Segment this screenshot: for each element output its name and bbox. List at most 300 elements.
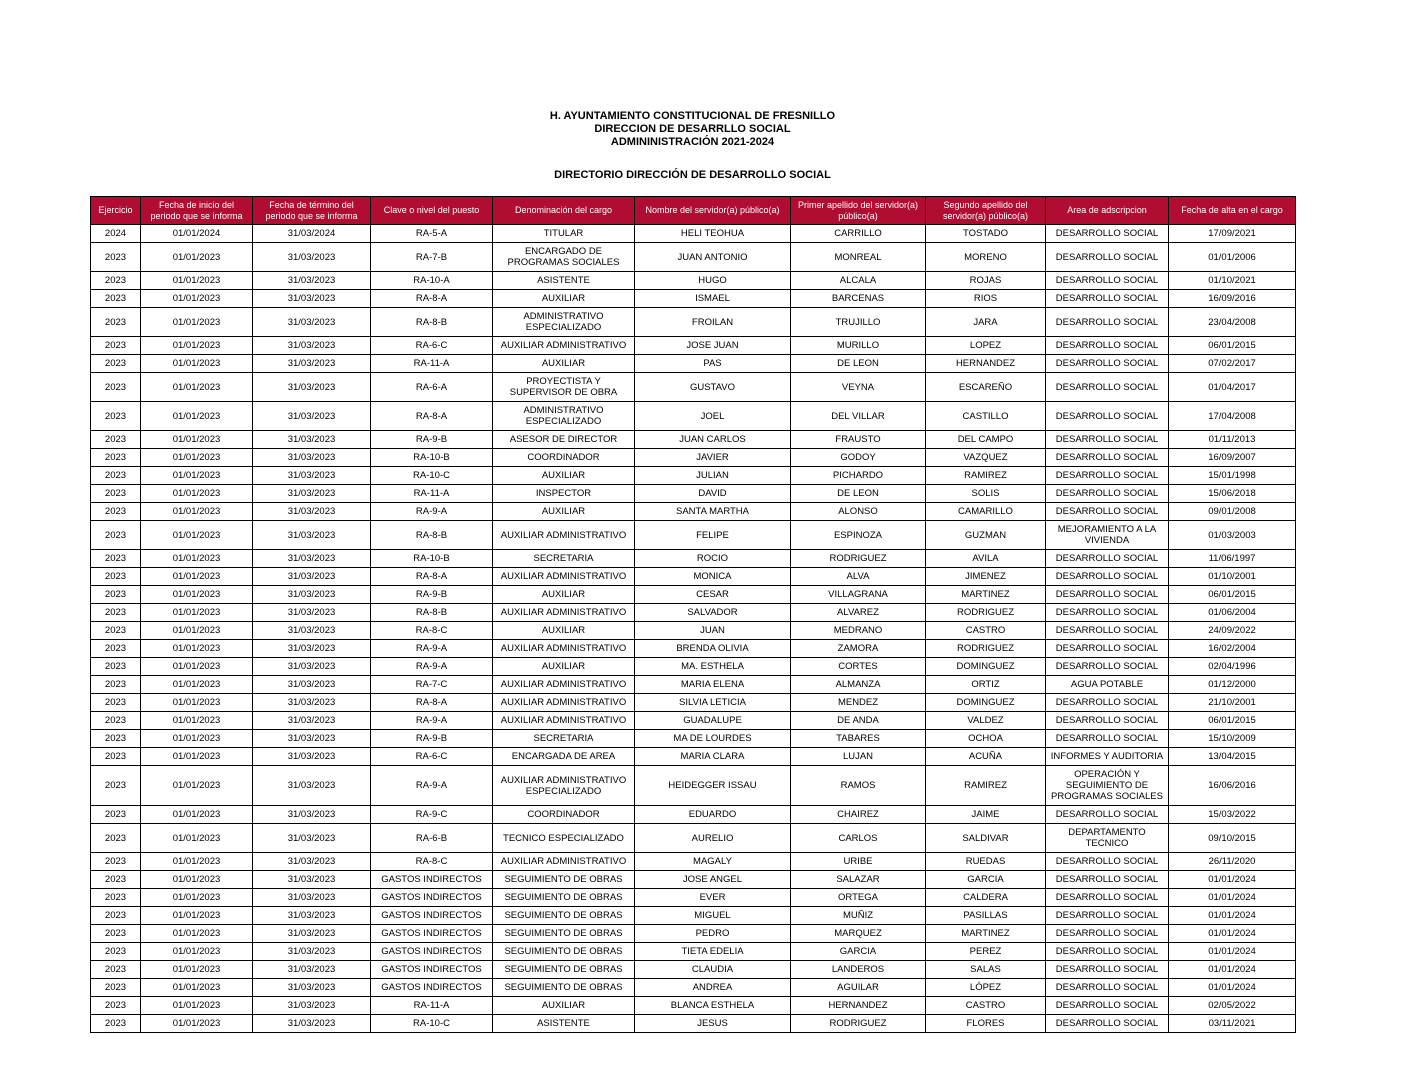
table-cell: SEGUIMIENTO DE OBRAS — [493, 943, 635, 961]
table-cell: 01/06/2004 — [1169, 604, 1296, 622]
table-cell: 2023 — [91, 943, 141, 961]
table-cell: ROCIO — [635, 550, 791, 568]
table-cell: AGUILAR — [791, 979, 926, 997]
table-cell: AUXILIAR — [493, 503, 635, 521]
table-cell: DESARROLLO SOCIAL — [1046, 225, 1169, 243]
table-row — [91, 290, 1296, 308]
table-cell: AUXILIAR — [493, 658, 635, 676]
table-cell: 31/03/2023 — [253, 485, 371, 503]
table-cell: 31/03/2023 — [253, 853, 371, 871]
table-cell: 01/01/2023 — [141, 730, 253, 748]
table-cell: ROJAS — [926, 272, 1046, 290]
table-cell: 01/01/2023 — [141, 943, 253, 961]
table-cell: 01/01/2023 — [141, 290, 253, 308]
table-cell: 31/03/2023 — [253, 806, 371, 824]
table-row — [91, 979, 1296, 997]
table-cell: PICHARDO — [791, 467, 926, 485]
table-cell: ASISTENTE — [493, 272, 635, 290]
table-cell: TOSTADO — [926, 225, 1046, 243]
table-cell: RA-9-B — [371, 586, 493, 604]
table-cell: 01/01/2023 — [141, 997, 253, 1015]
table-cell: ESPINOZA — [791, 521, 926, 550]
table-cell: 31/03/2023 — [253, 521, 371, 550]
table-cell: JIMENEZ — [926, 568, 1046, 586]
table-cell: 31/03/2023 — [253, 467, 371, 485]
table-cell: CASTRO — [926, 997, 1046, 1015]
table-cell: SALAZAR — [791, 871, 926, 889]
table-cell: SANTA MARTHA — [635, 503, 791, 521]
table-cell: DEL VILLAR — [791, 402, 926, 431]
table-cell: ALVAREZ — [791, 604, 926, 622]
table-cell: 06/01/2015 — [1169, 337, 1296, 355]
table-cell: DESARROLLO SOCIAL — [1046, 373, 1169, 402]
table-cell: 31/03/2023 — [253, 943, 371, 961]
table-cell: 01/01/2024 — [1169, 871, 1296, 889]
table-cell: DESARROLLO SOCIAL — [1046, 730, 1169, 748]
table-cell: SEGUIMIENTO DE OBRAS — [493, 907, 635, 925]
table-cell: 01/04/2017 — [1169, 373, 1296, 402]
table-cell: JAVIER — [635, 449, 791, 467]
table-cell: ORTEGA — [791, 889, 926, 907]
table-cell: FROILAN — [635, 308, 791, 337]
table-cell: 13/04/2015 — [1169, 748, 1296, 766]
table-row — [91, 431, 1296, 449]
table-cell: DESARROLLO SOCIAL — [1046, 658, 1169, 676]
table-cell: 31/03/2023 — [253, 449, 371, 467]
table-row — [91, 997, 1296, 1015]
table-cell: RA-9-A — [371, 640, 493, 658]
table-cell: 01/01/2023 — [141, 1015, 253, 1033]
table-cell: RA-9-B — [371, 730, 493, 748]
table-cell: 2023 — [91, 402, 141, 431]
table-cell: 31/03/2023 — [253, 694, 371, 712]
table-cell: DE LEON — [791, 485, 926, 503]
table-cell: HERNANDEZ — [791, 997, 926, 1015]
table-cell: CASTILLO — [926, 402, 1046, 431]
table-cell: 2023 — [91, 925, 141, 943]
table-cell: RA-10-C — [371, 1015, 493, 1033]
table-cell: RODRIGUEZ — [926, 640, 1046, 658]
table-cell: MURILLO — [791, 337, 926, 355]
table-cell: 01/01/2023 — [141, 766, 253, 806]
table-cell: 2023 — [91, 272, 141, 290]
table-cell: 31/03/2023 — [253, 997, 371, 1015]
table-cell: DESARROLLO SOCIAL — [1046, 290, 1169, 308]
table-cell: 01/01/2023 — [141, 622, 253, 640]
table-cell: GASTOS INDIRECTOS — [371, 889, 493, 907]
table-cell: 31/03/2024 — [253, 225, 371, 243]
table-cell: RIOS — [926, 290, 1046, 308]
table-cell: DE ANDA — [791, 712, 926, 730]
table-cell: ALCALA — [791, 272, 926, 290]
table-cell: CESAR — [635, 586, 791, 604]
table-cell: DESARROLLO SOCIAL — [1046, 337, 1169, 355]
table-cell: HELI TEOHUA — [635, 225, 791, 243]
table-cell: DESARROLLO SOCIAL — [1046, 979, 1169, 997]
table-cell: 2023 — [91, 658, 141, 676]
table-cell: 31/03/2023 — [253, 503, 371, 521]
column-header-2: Fecha de término del periodo que se informa — [253, 197, 371, 225]
table-row — [91, 521, 1296, 550]
table-cell: SALVADOR — [635, 604, 791, 622]
column-header-7: Segundo apellido del servidor(a) público(a) — [926, 197, 1046, 225]
table-cell: 31/03/2023 — [253, 730, 371, 748]
table-cell: HERNANDEZ — [926, 355, 1046, 373]
table-cell: INSPECTOR — [493, 485, 635, 503]
table-cell: JARA — [926, 308, 1046, 337]
table-cell: 01/01/2023 — [141, 485, 253, 503]
table-cell: 31/03/2023 — [253, 373, 371, 402]
table-cell: GUADALUPE — [635, 712, 791, 730]
table-cell: GASTOS INDIRECTOS — [371, 925, 493, 943]
table-cell: EVER — [635, 889, 791, 907]
table-cell: DESARROLLO SOCIAL — [1046, 907, 1169, 925]
table-cell: VILLAGRANA — [791, 586, 926, 604]
table-cell: TECNICO ESPECIALIZADO — [493, 824, 635, 853]
table-cell: 31/03/2023 — [253, 290, 371, 308]
table-cell: SEGUIMIENTO DE OBRAS — [493, 961, 635, 979]
table-cell: 2023 — [91, 373, 141, 402]
table-cell: OPERACIÓN Y SEGUIMIENTO DE PROGRAMAS SOCIALES — [1046, 766, 1169, 806]
table-cell: 15/03/2022 — [1169, 806, 1296, 824]
table-cell: RA-10-B — [371, 449, 493, 467]
table-cell: 01/01/2006 — [1169, 243, 1296, 272]
table-cell: AUXILIAR — [493, 622, 635, 640]
table-row — [91, 712, 1296, 730]
table-cell: 01/01/2023 — [141, 503, 253, 521]
table-cell: MIGUEL — [635, 907, 791, 925]
table-cell: AUXILIAR — [493, 467, 635, 485]
table-cell: BRENDA OLIVIA — [635, 640, 791, 658]
table-cell: AUXILIAR — [493, 290, 635, 308]
table-cell: 15/10/2009 — [1169, 730, 1296, 748]
table-cell: INFORMES Y AUDITORIA — [1046, 748, 1169, 766]
table-row — [91, 449, 1296, 467]
table-cell: AUXILIAR ADMINISTRATIVO — [493, 337, 635, 355]
table-cell: 01/01/2023 — [141, 694, 253, 712]
table-cell: RAMIREZ — [926, 766, 1046, 806]
table-cell: 2024 — [91, 225, 141, 243]
table-cell: GUSTAVO — [635, 373, 791, 402]
table-cell: DESARROLLO SOCIAL — [1046, 694, 1169, 712]
table-cell: GASTOS INDIRECTOS — [371, 907, 493, 925]
table-row — [91, 622, 1296, 640]
table-cell: RA-10-A — [371, 272, 493, 290]
table-cell: 02/04/1996 — [1169, 658, 1296, 676]
table-cell: SALDIVAR — [926, 824, 1046, 853]
table-cell: MEDRANO — [791, 622, 926, 640]
table-cell: JUAN CARLOS — [635, 431, 791, 449]
table-cell: PASILLAS — [926, 907, 1046, 925]
table-cell: CLAUDIA — [635, 961, 791, 979]
table-cell: RODRIGUEZ — [926, 604, 1046, 622]
table-cell: HUGO — [635, 272, 791, 290]
table-cell: 31/03/2023 — [253, 568, 371, 586]
table-cell: RA-10-B — [371, 550, 493, 568]
table-cell: 01/01/2023 — [141, 907, 253, 925]
table-row — [91, 355, 1296, 373]
table-cell: 2023 — [91, 586, 141, 604]
table-cell: RAMOS — [791, 766, 926, 806]
table-cell: 06/01/2015 — [1169, 586, 1296, 604]
table-cell: 2023 — [91, 640, 141, 658]
table-cell: 2023 — [91, 521, 141, 550]
table-cell: EDUARDO — [635, 806, 791, 824]
table-cell: 15/01/1998 — [1169, 467, 1296, 485]
column-header-0: Ejercicio — [91, 197, 141, 225]
table-cell: 01/01/2023 — [141, 449, 253, 467]
table-cell: 31/03/2023 — [253, 640, 371, 658]
table-cell: TABARES — [791, 730, 926, 748]
table-cell: COORDINADOR — [493, 449, 635, 467]
table-cell: DESARROLLO SOCIAL — [1046, 925, 1169, 943]
table-cell: 01/01/2023 — [141, 272, 253, 290]
table-header-row — [91, 197, 1296, 225]
table-cell: 01/01/2023 — [141, 568, 253, 586]
table-cell: 31/03/2023 — [253, 586, 371, 604]
table-cell: 01/01/2023 — [141, 355, 253, 373]
table-cell: URIBE — [791, 853, 926, 871]
table-cell: 07/02/2017 — [1169, 355, 1296, 373]
table-cell: RA-9-A — [371, 503, 493, 521]
table-cell: MONICA — [635, 568, 791, 586]
table-cell: SECRETARIA — [493, 730, 635, 748]
table-cell: DESARROLLO SOCIAL — [1046, 961, 1169, 979]
table-cell: ALONSO — [791, 503, 926, 521]
table-cell: 31/03/2023 — [253, 308, 371, 337]
table-cell: 2023 — [91, 568, 141, 586]
table-cell: 01/01/2024 — [1169, 889, 1296, 907]
table-cell: RA-9-A — [371, 766, 493, 806]
table-cell: 01/01/2023 — [141, 373, 253, 402]
table-cell: FLORES — [926, 1015, 1046, 1033]
table-cell: 2023 — [91, 308, 141, 337]
table-cell: ORTIZ — [926, 676, 1046, 694]
table-cell: 01/03/2003 — [1169, 521, 1296, 550]
table-cell: 31/03/2023 — [253, 604, 371, 622]
table-cell: DESARROLLO SOCIAL — [1046, 550, 1169, 568]
table-cell: 15/06/2018 — [1169, 485, 1296, 503]
table-cell: 31/03/2023 — [253, 550, 371, 568]
table-cell: MARIA ELENA — [635, 676, 791, 694]
table-cell: 02/05/2022 — [1169, 997, 1296, 1015]
table-row — [91, 586, 1296, 604]
table-cell: 16/02/2004 — [1169, 640, 1296, 658]
table-cell: CAMARILLO — [926, 503, 1046, 521]
table-cell: SEGUIMIENTO DE OBRAS — [493, 889, 635, 907]
table-cell: RA-6-A — [371, 373, 493, 402]
table-cell: 2023 — [91, 503, 141, 521]
table-cell: 01/12/2000 — [1169, 676, 1296, 694]
column-header-5: Nombre del servidor(a) público(a) — [635, 197, 791, 225]
table-cell: 31/03/2023 — [253, 243, 371, 272]
table-cell: MAGALY — [635, 853, 791, 871]
table-cell: 31/03/2023 — [253, 824, 371, 853]
table-row — [91, 824, 1296, 853]
table-row — [91, 243, 1296, 272]
table-cell: 01/01/2024 — [1169, 979, 1296, 997]
table-cell: DESARROLLO SOCIAL — [1046, 997, 1169, 1015]
table-cell: RA-9-C — [371, 806, 493, 824]
table-cell: DESARROLLO SOCIAL — [1046, 586, 1169, 604]
table-cell: 2023 — [91, 694, 141, 712]
table-cell: 01/01/2023 — [141, 676, 253, 694]
table-cell: GASTOS INDIRECTOS — [371, 979, 493, 997]
table-cell: 03/11/2021 — [1169, 1015, 1296, 1033]
table-cell: 2023 — [91, 485, 141, 503]
table-cell: RA-7-C — [371, 676, 493, 694]
table-cell: DESARROLLO SOCIAL — [1046, 640, 1169, 658]
table-cell: MARIA CLARA — [635, 748, 791, 766]
table-cell: AVILA — [926, 550, 1046, 568]
table-cell: DESARROLLO SOCIAL — [1046, 503, 1169, 521]
table-cell: VAZQUEZ — [926, 449, 1046, 467]
table-cell: 01/01/2023 — [141, 925, 253, 943]
table-cell: 01/01/2023 — [141, 658, 253, 676]
table-cell: 31/03/2023 — [253, 658, 371, 676]
table-row — [91, 925, 1296, 943]
table-row — [91, 961, 1296, 979]
table-cell: 01/01/2023 — [141, 402, 253, 431]
table-cell: 31/03/2023 — [253, 961, 371, 979]
table-row — [91, 308, 1296, 337]
table-cell: DEPARTAMENTO TECNICO — [1046, 824, 1169, 853]
table-cell: LÓPEZ — [926, 979, 1046, 997]
table-cell: RA-9-A — [371, 658, 493, 676]
table-row — [91, 853, 1296, 871]
table-cell: 16/09/2016 — [1169, 290, 1296, 308]
table-cell: MARQUEZ — [791, 925, 926, 943]
table-cell: RODRIGUEZ — [791, 1015, 926, 1033]
table-cell: MENDEZ — [791, 694, 926, 712]
table-cell: 2023 — [91, 622, 141, 640]
table-cell: CARRILLO — [791, 225, 926, 243]
table-cell: RA-8-B — [371, 308, 493, 337]
table-cell: AUXILIAR — [493, 586, 635, 604]
table-cell: DESARROLLO SOCIAL — [1046, 485, 1169, 503]
table-cell: ASISTENTE — [493, 1015, 635, 1033]
table-cell: RA-9-A — [371, 712, 493, 730]
table-row — [91, 871, 1296, 889]
table-row — [91, 550, 1296, 568]
table-cell: PAS — [635, 355, 791, 373]
table-cell: DESARROLLO SOCIAL — [1046, 467, 1169, 485]
table-cell: VEYNA — [791, 373, 926, 402]
table-cell: 2023 — [91, 907, 141, 925]
table-row — [91, 402, 1296, 431]
table-cell: AUXILIAR ADMINISTRATIVO — [493, 694, 635, 712]
table-cell: 2023 — [91, 712, 141, 730]
table-cell: DESARROLLO SOCIAL — [1046, 402, 1169, 431]
table-cell: RA-8-A — [371, 568, 493, 586]
table-cell: ALMANZA — [791, 676, 926, 694]
table-cell: 11/06/1997 — [1169, 550, 1296, 568]
table-cell: RA-11-A — [371, 485, 493, 503]
table-cell: RUEDAS — [926, 853, 1046, 871]
column-header-6: Primer apellido del servidor(a) público(a) — [791, 197, 926, 225]
title-line-2: DIRECCION DE DESARRLLO SOCIAL — [594, 123, 791, 135]
table-cell: 2023 — [91, 431, 141, 449]
table-cell: DESARROLLO SOCIAL — [1046, 568, 1169, 586]
table-cell: 31/03/2023 — [253, 431, 371, 449]
table-cell: DESARROLLO SOCIAL — [1046, 449, 1169, 467]
table-cell: GASTOS INDIRECTOS — [371, 871, 493, 889]
table-cell: AUXILIAR ADMINISTRATIVO ESPECIALIZADO — [493, 766, 635, 806]
table-cell: RA-8-C — [371, 622, 493, 640]
table-cell: GODOY — [791, 449, 926, 467]
table-cell: GUZMAN — [926, 521, 1046, 550]
table-row — [91, 907, 1296, 925]
table-cell: DOMINGUEZ — [926, 658, 1046, 676]
table-row — [91, 503, 1296, 521]
table-cell: AUXILIAR — [493, 355, 635, 373]
column-header-9: Fecha de alta en el cargo — [1169, 197, 1296, 225]
table-cell: DESARROLLO SOCIAL — [1046, 431, 1169, 449]
table-cell: 01/01/2024 — [1169, 943, 1296, 961]
title-line-3: ADMININISTRACIÓN 2021-2024 — [610, 136, 775, 148]
table-cell: 01/01/2023 — [141, 467, 253, 485]
table-cell: MARTINEZ — [926, 586, 1046, 604]
table-row — [91, 225, 1296, 243]
table-cell: MONREAL — [791, 243, 926, 272]
table-cell: MORENO — [926, 243, 1046, 272]
table-cell: 23/04/2008 — [1169, 308, 1296, 337]
column-header-3: Clave o nivel del puesto — [371, 197, 493, 225]
table-cell: AUXILIAR ADMINISTRATIVO — [493, 521, 635, 550]
table-cell: 2023 — [91, 676, 141, 694]
table-cell: ADMINISTRATIVO ESPECIALIZADO — [493, 402, 635, 431]
table-cell: GARCIA — [926, 871, 1046, 889]
table-row — [91, 272, 1296, 290]
table-cell: ASESOR DE DIRECTOR — [493, 431, 635, 449]
column-header-1: Fecha de inicio del periodo que se informa — [141, 197, 253, 225]
table-cell: 26/11/2020 — [1169, 853, 1296, 871]
table-cell: 01/01/2023 — [141, 337, 253, 355]
table-cell: 01/01/2023 — [141, 824, 253, 853]
table-cell: 2023 — [91, 1015, 141, 1033]
table-cell: JAIME — [926, 806, 1046, 824]
table-cell: 01/01/2024 — [1169, 961, 1296, 979]
table-cell: AUXILIAR ADMINISTRATIVO — [493, 712, 635, 730]
document-header — [90, 110, 1295, 182]
table-cell: PROYECTISTA Y SUPERVISOR DE OBRA — [493, 373, 635, 402]
table-cell: DESARROLLO SOCIAL — [1046, 604, 1169, 622]
table-cell: SEGUIMIENTO DE OBRAS — [493, 979, 635, 997]
table-cell: 2023 — [91, 853, 141, 871]
table-cell: ISMAEL — [635, 290, 791, 308]
table-cell: 01/01/2024 — [1169, 907, 1296, 925]
table-cell: AGUA POTABLE — [1046, 676, 1169, 694]
table-cell: 01/01/2023 — [141, 604, 253, 622]
table-cell: 2023 — [91, 871, 141, 889]
table-cell: DESARROLLO SOCIAL — [1046, 308, 1169, 337]
table-cell: MA. ESTHELA — [635, 658, 791, 676]
table-cell: COORDINADOR — [493, 806, 635, 824]
table-cell: 2023 — [91, 806, 141, 824]
table-cell: DESARROLLO SOCIAL — [1046, 622, 1169, 640]
table-cell: 01/01/2023 — [141, 871, 253, 889]
table-cell: JUAN — [635, 622, 791, 640]
table-cell: 01/01/2023 — [141, 521, 253, 550]
table-cell: MARTINEZ — [926, 925, 1046, 943]
table-cell: RODRIGUEZ — [791, 550, 926, 568]
table-cell: SEGUIMIENTO DE OBRAS — [493, 871, 635, 889]
table-cell: 01/01/2023 — [141, 640, 253, 658]
table-cell: CARLOS — [791, 824, 926, 853]
table-cell: PEDRO — [635, 925, 791, 943]
table-cell: 01/10/2001 — [1169, 568, 1296, 586]
table-cell: 24/09/2022 — [1169, 622, 1296, 640]
